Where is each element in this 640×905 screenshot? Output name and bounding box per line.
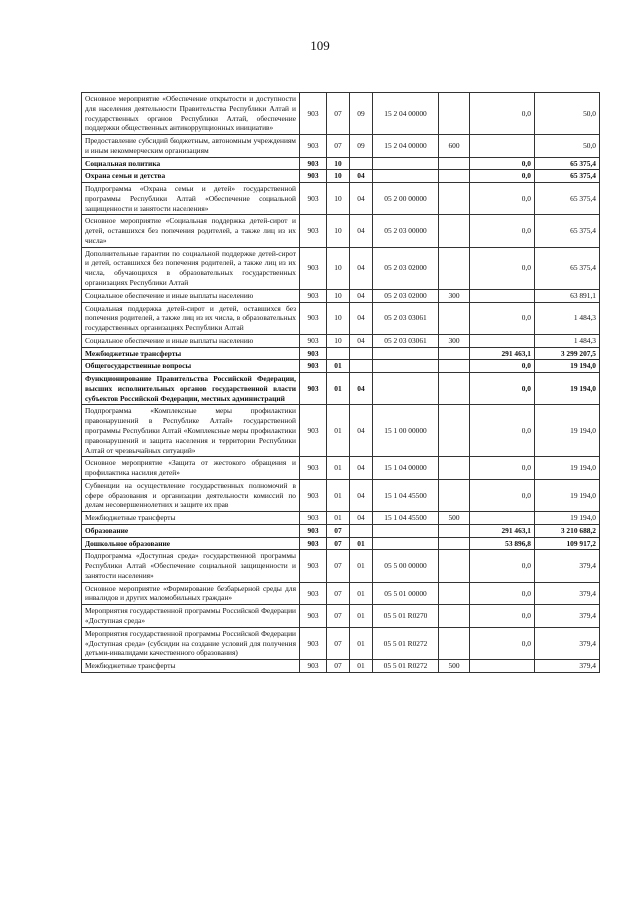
ved-code-cell: 903 — [300, 360, 327, 373]
row-name-cell: Дошкольное образование — [82, 537, 300, 550]
amount-1-cell: 0,0 — [470, 405, 535, 457]
section-code-cell: 10 — [327, 247, 350, 289]
row-name-cell: Социальная политика — [82, 157, 300, 170]
amount-2-cell: 3 299 207,5 — [535, 347, 600, 360]
amount-2-cell: 379,4 — [535, 550, 600, 582]
subsection-code-cell: 04 — [350, 457, 373, 480]
section-code-cell: 01 — [327, 373, 350, 405]
subsection-code-cell: 04 — [350, 512, 373, 525]
subsection-code-cell: 09 — [350, 135, 373, 158]
section-code-cell: 10 — [327, 215, 350, 247]
ved-code-cell: 903 — [300, 289, 327, 302]
target-article-cell: 05 2 03 02000 — [373, 289, 439, 302]
row-name-cell: Мероприятия государственной программы Российской Федерации «Доступная среда» — [82, 605, 300, 628]
amount-2-cell: 65 375,4 — [535, 247, 600, 289]
ved-code-cell: 903 — [300, 334, 327, 347]
row-name-cell: Подпрограмма «Комплексные меры профилактики правонарушений в Республике Алтай» государственной программы Республики Алтай «Комплексные меры профилактики правонарушений и защита населения и территории Республики Алтай от чрезвычайных ситуаций» — [82, 405, 300, 457]
expense-type-cell: 500 — [439, 512, 470, 525]
target-article-cell: 05 5 01 00000 — [373, 582, 439, 605]
expense-type-cell — [439, 215, 470, 247]
section-code-cell: 07 — [327, 135, 350, 158]
ved-code-cell: 903 — [300, 157, 327, 170]
amount-1-cell: 0,0 — [470, 302, 535, 334]
expense-type-cell — [439, 524, 470, 537]
section-code-cell: 10 — [327, 170, 350, 183]
amount-2-cell: 19 194,0 — [535, 479, 600, 511]
expense-type-cell — [439, 170, 470, 183]
section-code-cell: 01 — [327, 479, 350, 511]
subsection-code-cell: 04 — [350, 289, 373, 302]
amount-2-cell: 1 484,3 — [535, 334, 600, 347]
amount-1-cell: 0,0 — [470, 157, 535, 170]
subsection-code-cell: 04 — [350, 334, 373, 347]
table-row — [82, 405, 600, 457]
table-row — [82, 582, 600, 605]
subsection-code-cell: 01 — [350, 582, 373, 605]
target-article-cell: 05 2 03 02000 — [373, 247, 439, 289]
table-row — [82, 183, 600, 215]
target-article-cell — [373, 360, 439, 373]
subsection-code-cell — [350, 347, 373, 360]
ved-code-cell: 903 — [300, 93, 327, 135]
ved-code-cell: 903 — [300, 170, 327, 183]
amount-1-cell: 0,0 — [470, 215, 535, 247]
ved-code-cell: 903 — [300, 215, 327, 247]
target-article-cell: 05 5 01 R0272 — [373, 660, 439, 673]
amount-2-cell: 19 194,0 — [535, 360, 600, 373]
expense-type-cell — [439, 405, 470, 457]
target-article-cell: 15 1 04 00000 — [373, 457, 439, 480]
target-article-cell: 05 2 03 03061 — [373, 334, 439, 347]
table-row — [82, 537, 600, 550]
amount-2-cell: 65 375,4 — [535, 170, 600, 183]
target-article-cell: 15 1 04 45500 — [373, 512, 439, 525]
row-name-cell: Межбюджетные трансферты — [82, 660, 300, 673]
amount-2-cell: 65 375,4 — [535, 183, 600, 215]
row-name-cell: Подпрограмма «Доступная среда» государственной программы Республики Алтай «Обеспечение социальной защищенности и занятости населения» — [82, 550, 300, 582]
target-article-cell: 15 1 00 00000 — [373, 405, 439, 457]
ved-code-cell: 903 — [300, 183, 327, 215]
row-name-cell: Дополнительные гарантии по социальной поддержке детей-сирот и детей, оставшихся без попечения родителей, а также лиц из их числа, обучающихся в образовательных государственных организациях Республики Алтай — [82, 247, 300, 289]
expense-type-cell — [439, 247, 470, 289]
amount-1-cell: 0,0 — [470, 170, 535, 183]
target-article-cell: 15 2 04 00000 — [373, 135, 439, 158]
amount-1-cell: 53 896,8 — [470, 537, 535, 550]
page-number: 109 — [310, 38, 330, 53]
ved-code-cell: 903 — [300, 524, 327, 537]
amount-2-cell: 379,4 — [535, 627, 600, 659]
amount-2-cell: 109 917,2 — [535, 537, 600, 550]
row-name-cell: Социальная поддержка детей-сирот и детей, оставшихся без попечения родителей, а также лиц из их числа, в образовательных государственных организациях Республики Алтай — [82, 302, 300, 334]
ved-code-cell: 903 — [300, 537, 327, 550]
expense-type-cell: 600 — [439, 135, 470, 158]
subsection-code-cell: 04 — [350, 170, 373, 183]
amount-1-cell: 291 463,1 — [470, 347, 535, 360]
row-name-cell: Предоставление субсидий бюджетным, автономным учреждениям и иным некоммерческим организациям — [82, 135, 300, 158]
amount-1-cell — [470, 289, 535, 302]
amount-1-cell: 0,0 — [470, 582, 535, 605]
amount-1-cell: 0,0 — [470, 627, 535, 659]
subsection-code-cell: 04 — [350, 247, 373, 289]
amount-1-cell: 291 463,1 — [470, 524, 535, 537]
target-article-cell — [373, 170, 439, 183]
expense-type-cell — [439, 373, 470, 405]
row-name-cell: Социальное обеспечение и иные выплаты населению — [82, 334, 300, 347]
section-code-cell — [327, 347, 350, 360]
subsection-code-cell: 01 — [350, 605, 373, 628]
amount-2-cell: 1 484,3 — [535, 302, 600, 334]
target-article-cell — [373, 157, 439, 170]
expense-type-cell — [439, 93, 470, 135]
subsection-code-cell — [350, 524, 373, 537]
row-name-cell: Общегосударственные вопросы — [82, 360, 300, 373]
ved-code-cell: 903 — [300, 457, 327, 480]
target-article-cell — [373, 373, 439, 405]
expense-type-cell — [439, 582, 470, 605]
row-name-cell: Субвенции на осуществление государственных полномочий в сфере образования и организации деятельности комиссий по делам несовершеннолетних и защите их прав — [82, 479, 300, 511]
table-row — [82, 627, 600, 659]
table-row — [82, 660, 600, 673]
subsection-code-cell: 09 — [350, 93, 373, 135]
ved-code-cell: 903 — [300, 582, 327, 605]
amount-2-cell: 19 194,0 — [535, 457, 600, 480]
table-row — [82, 170, 600, 183]
amount-2-cell: 65 375,4 — [535, 215, 600, 247]
amount-1-cell: 0,0 — [470, 360, 535, 373]
table-row — [82, 289, 600, 302]
section-code-cell: 01 — [327, 405, 350, 457]
ved-code-cell: 903 — [300, 627, 327, 659]
amount-2-cell: 379,4 — [535, 582, 600, 605]
amount-1-cell: 0,0 — [470, 93, 535, 135]
section-code-cell: 10 — [327, 157, 350, 170]
section-code-cell: 01 — [327, 512, 350, 525]
target-article-cell: 05 2 03 03061 — [373, 302, 439, 334]
ved-code-cell: 903 — [300, 605, 327, 628]
section-code-cell: 07 — [327, 93, 350, 135]
expense-type-cell — [439, 360, 470, 373]
subsection-code-cell: 01 — [350, 660, 373, 673]
target-article-cell: 15 2 04 00000 — [373, 93, 439, 135]
amount-1-cell: 0,0 — [470, 479, 535, 511]
subsection-code-cell — [350, 157, 373, 170]
amount-1-cell — [470, 660, 535, 673]
section-code-cell: 10 — [327, 334, 350, 347]
expense-type-cell — [439, 537, 470, 550]
table-row — [82, 302, 600, 334]
subsection-code-cell: 01 — [350, 627, 373, 659]
expense-type-cell — [439, 605, 470, 628]
amount-2-cell: 19 194,0 — [535, 512, 600, 525]
ved-code-cell: 903 — [300, 135, 327, 158]
subsection-code-cell: 04 — [350, 373, 373, 405]
expense-type-cell — [439, 627, 470, 659]
ved-code-cell: 903 — [300, 347, 327, 360]
amount-2-cell: 65 375,4 — [535, 157, 600, 170]
amount-2-cell: 19 194,0 — [535, 373, 600, 405]
row-name-cell: Мероприятия государственной программы Российской Федерации «Доступная среда» (субсидии на создание условий для получения детьми-инвалидами качественного образования) — [82, 627, 300, 659]
amount-2-cell: 3 210 688,2 — [535, 524, 600, 537]
subsection-code-cell: 04 — [350, 183, 373, 215]
expense-type-cell — [439, 157, 470, 170]
table-row — [82, 247, 600, 289]
subsection-code-cell: 04 — [350, 405, 373, 457]
subsection-code-cell: 01 — [350, 550, 373, 582]
subsection-code-cell: 01 — [350, 537, 373, 550]
row-name-cell: Охрана семьи и детства — [82, 170, 300, 183]
target-article-cell — [373, 347, 439, 360]
amount-1-cell: 0,0 — [470, 457, 535, 480]
subsection-code-cell: 04 — [350, 215, 373, 247]
ved-code-cell: 903 — [300, 512, 327, 525]
table-row — [82, 347, 600, 360]
row-name-cell: Основное мероприятие «Обеспечение открытости и доступности для населения деятельности Правительства Республики Алтай и государственных органов Республики Алтай, обеспечение поддержки общественных антикоррупционных инициатив» — [82, 93, 300, 135]
subsection-code-cell — [350, 360, 373, 373]
amount-2-cell: 379,4 — [535, 605, 600, 628]
table-row — [82, 334, 600, 347]
row-name-cell: Межбюджетные трансферты — [82, 512, 300, 525]
section-code-cell: 07 — [327, 660, 350, 673]
section-code-cell: 07 — [327, 550, 350, 582]
section-code-cell: 07 — [327, 524, 350, 537]
expense-type-cell — [439, 302, 470, 334]
row-name-cell: Образование — [82, 524, 300, 537]
row-name-cell: Основное мероприятие «Защита от жестокого обращения и профилактика насилия детей» — [82, 457, 300, 480]
table-row — [82, 135, 600, 158]
amount-1-cell: 0,0 — [470, 183, 535, 215]
section-code-cell: 07 — [327, 627, 350, 659]
row-name-cell: Основное мероприятие «Социальная поддержка детей-сирот и детей, оставшихся без попечения родителей, а также лиц из их числа» — [82, 215, 300, 247]
table-row — [82, 479, 600, 511]
ved-code-cell: 903 — [300, 405, 327, 457]
section-code-cell: 10 — [327, 302, 350, 334]
amount-1-cell — [470, 512, 535, 525]
table-row — [82, 605, 600, 628]
ved-code-cell: 903 — [300, 247, 327, 289]
expense-type-cell: 300 — [439, 334, 470, 347]
target-article-cell: 05 5 00 00000 — [373, 550, 439, 582]
ved-code-cell: 903 — [300, 373, 327, 405]
expense-type-cell: 500 — [439, 660, 470, 673]
table-row — [82, 550, 600, 582]
amount-1-cell: 0,0 — [470, 550, 535, 582]
table-row — [82, 157, 600, 170]
section-code-cell: 10 — [327, 183, 350, 215]
amount-1-cell: 0,0 — [470, 605, 535, 628]
ved-code-cell: 903 — [300, 302, 327, 334]
section-code-cell: 01 — [327, 457, 350, 480]
expense-type-cell — [439, 479, 470, 511]
row-name-cell: Подпрограмма «Охрана семьи и детей» государственной программы Республики Алтай «Обеспечение социальной защищенности и занятости населения» — [82, 183, 300, 215]
section-code-cell: 07 — [327, 582, 350, 605]
target-article-cell — [373, 524, 439, 537]
section-code-cell: 10 — [327, 289, 350, 302]
table-row — [82, 457, 600, 480]
expense-type-cell — [439, 550, 470, 582]
expense-type-cell — [439, 457, 470, 480]
row-name-cell: Функционирование Правительства Российской Федерации, высших исполнительных органов государственной власти субъектов Российской Федерации, местных администраций — [82, 373, 300, 405]
amount-2-cell: 50,0 — [535, 93, 600, 135]
target-article-cell: 05 5 01 R0270 — [373, 605, 439, 628]
section-code-cell: 07 — [327, 537, 350, 550]
amount-2-cell: 19 194,0 — [535, 405, 600, 457]
amount-2-cell: 50,0 — [535, 135, 600, 158]
expense-type-cell: 300 — [439, 289, 470, 302]
expense-type-cell — [439, 183, 470, 215]
target-article-cell: 05 2 00 00000 — [373, 183, 439, 215]
table-row — [82, 524, 600, 537]
target-article-cell: 05 2 03 00000 — [373, 215, 439, 247]
amount-1-cell: 0,0 — [470, 247, 535, 289]
amount-2-cell: 379,4 — [535, 660, 600, 673]
amount-1-cell: 0,0 — [470, 373, 535, 405]
table-row — [82, 512, 600, 525]
target-article-cell — [373, 537, 439, 550]
row-name-cell: Основное мероприятие «Формирование безбарьерной среды для инвалидов и других маломобильных граждан» — [82, 582, 300, 605]
target-article-cell: 05 5 01 R0272 — [373, 627, 439, 659]
section-code-cell: 07 — [327, 605, 350, 628]
table-row — [82, 93, 600, 135]
subsection-code-cell: 04 — [350, 302, 373, 334]
ved-code-cell: 903 — [300, 550, 327, 582]
ved-code-cell: 903 — [300, 479, 327, 511]
budget-table — [81, 92, 600, 673]
row-name-cell: Межбюджетные трансферты — [82, 347, 300, 360]
target-article-cell: 15 1 04 45500 — [373, 479, 439, 511]
ved-code-cell: 903 — [300, 660, 327, 673]
table-row — [82, 360, 600, 373]
table-body — [82, 93, 600, 673]
row-name-cell: Социальное обеспечение и иные выплаты населению — [82, 289, 300, 302]
table-row — [82, 215, 600, 247]
amount-1-cell — [470, 334, 535, 347]
expense-type-cell — [439, 347, 470, 360]
amount-2-cell: 63 891,1 — [535, 289, 600, 302]
table-row — [82, 373, 600, 405]
subsection-code-cell: 04 — [350, 479, 373, 511]
amount-1-cell — [470, 135, 535, 158]
section-code-cell: 01 — [327, 360, 350, 373]
